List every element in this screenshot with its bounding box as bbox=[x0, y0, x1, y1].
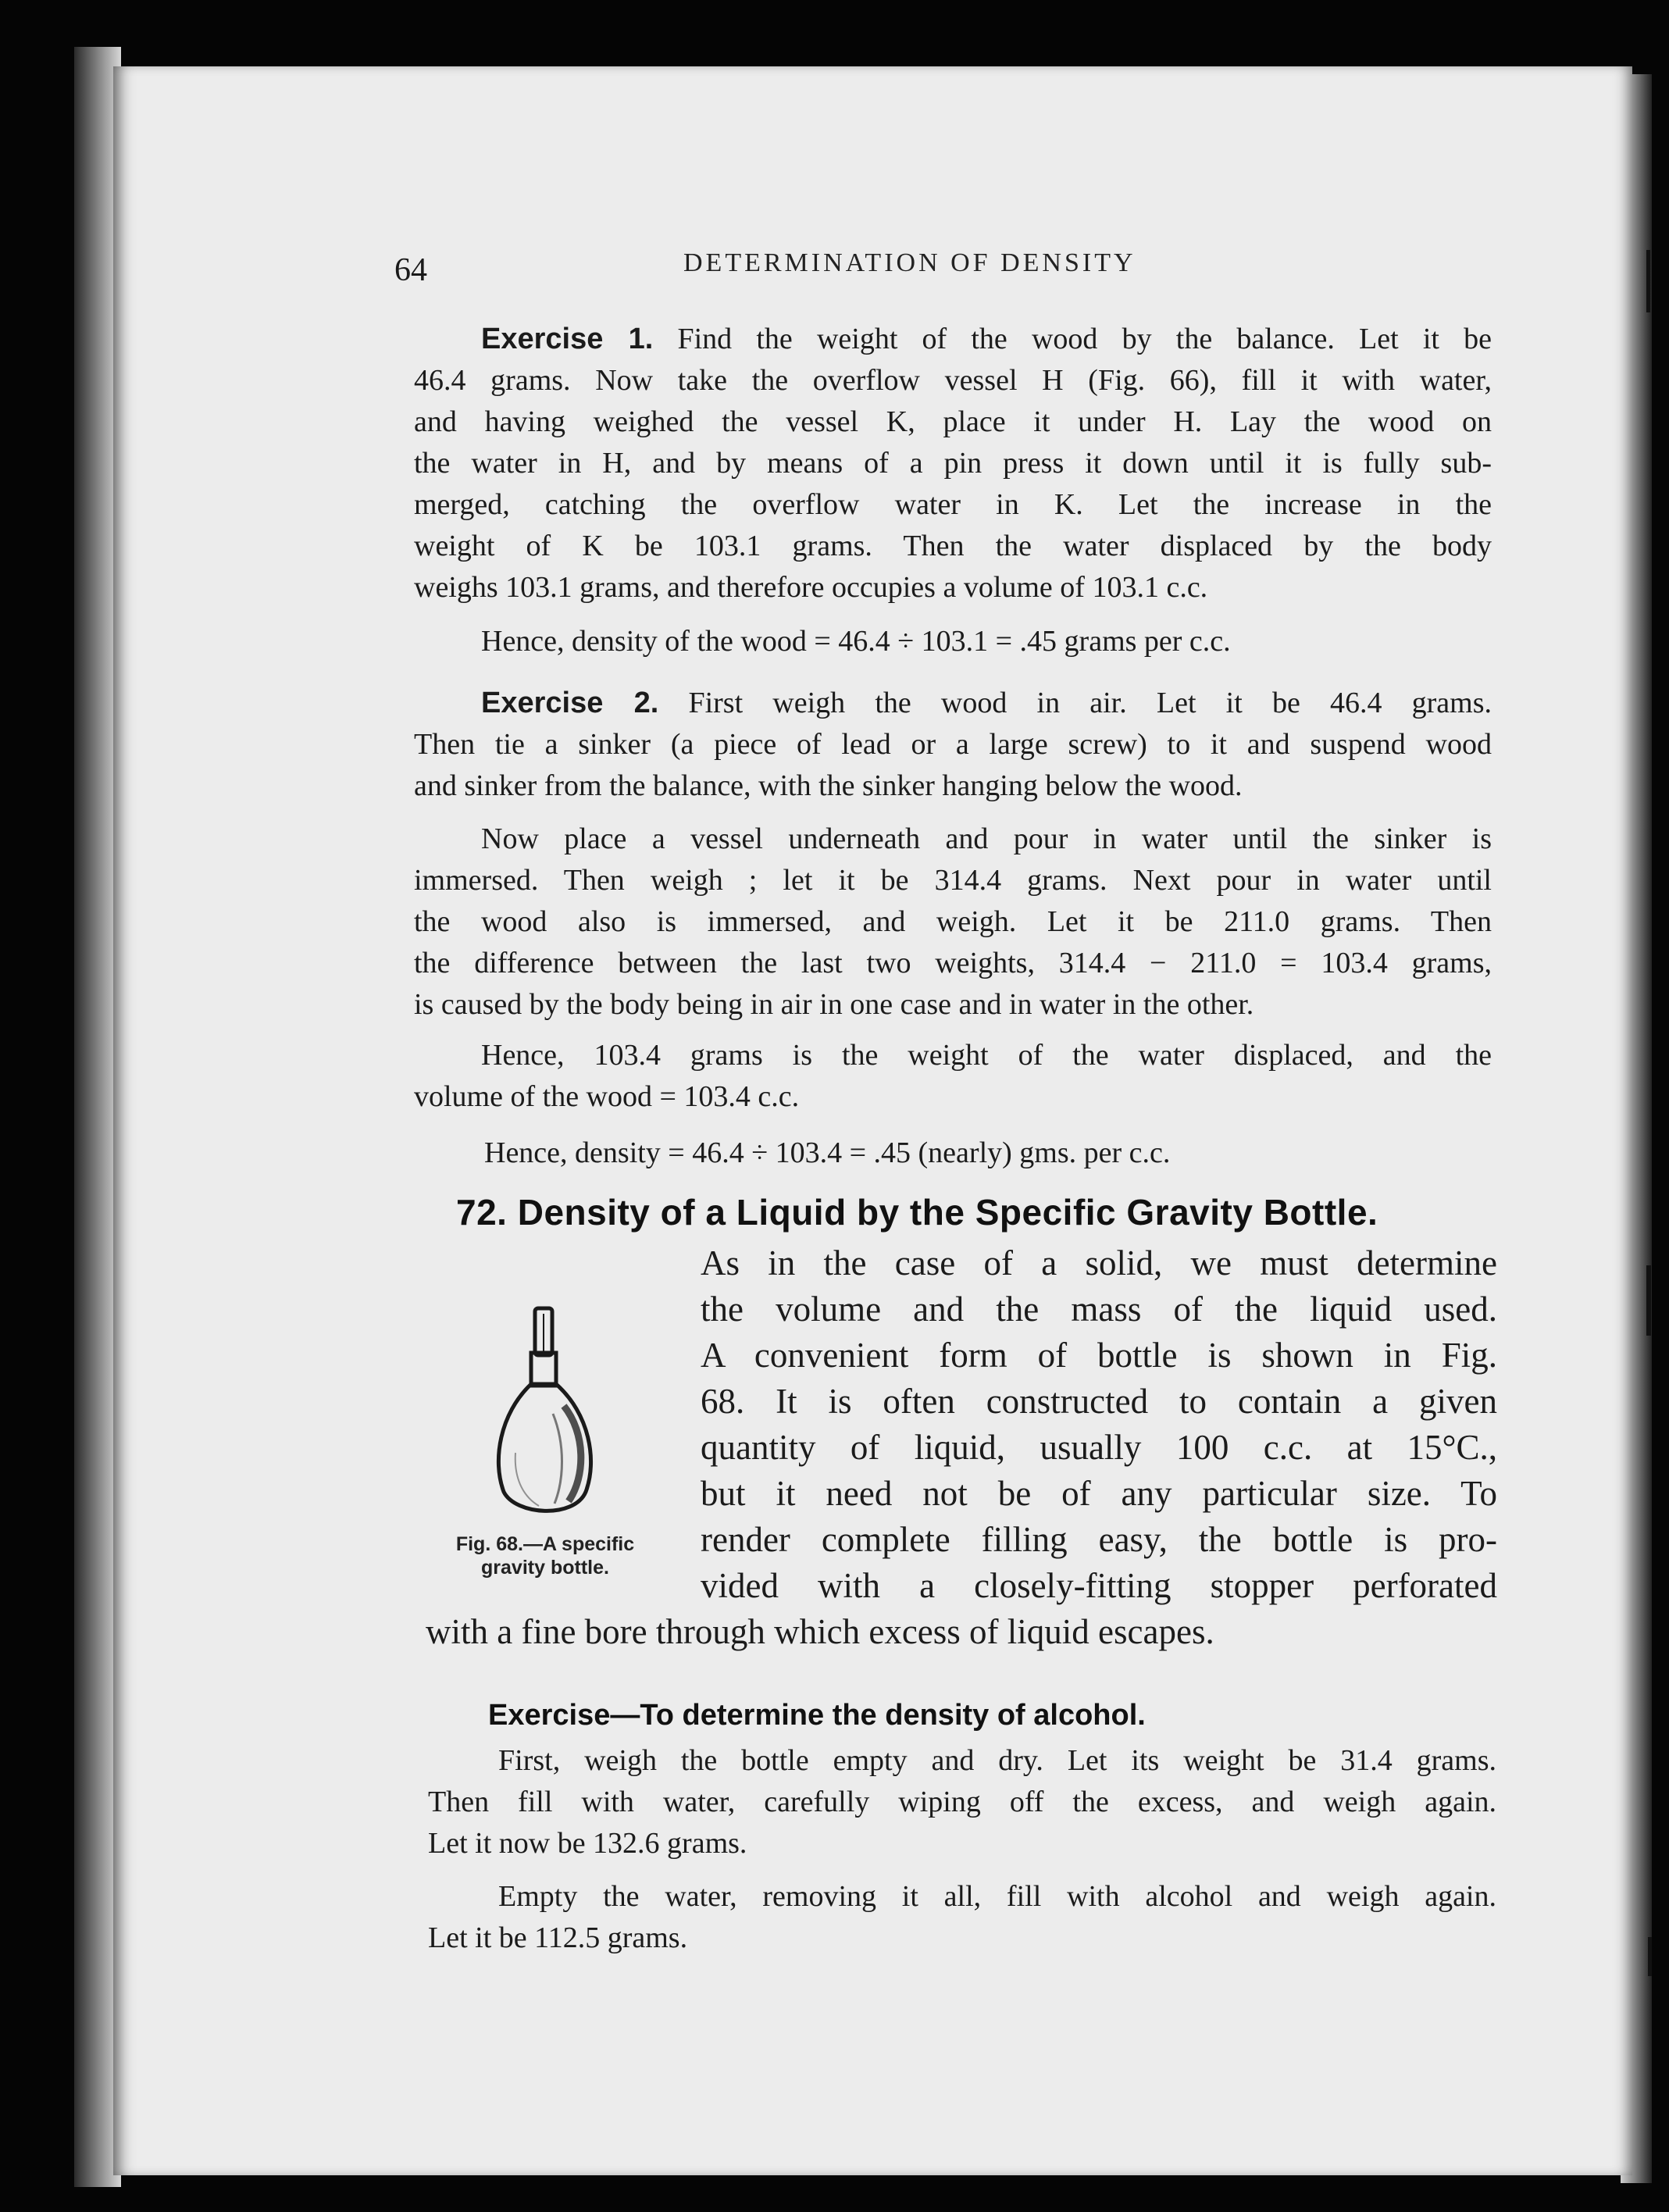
scan-edge-mark bbox=[1648, 1937, 1652, 1976]
text-line: merged, catching the overflow water in K. Let the increase in the bbox=[414, 488, 1492, 521]
section-72-last-line bbox=[426, 1609, 1497, 1655]
text-line: with a fine bore through which excess of liquid escapes. bbox=[426, 1612, 1214, 1651]
text-line: but it need not be of any particular size. To bbox=[701, 1474, 1497, 1513]
exercise-2-label: Exercise 2. bbox=[481, 687, 659, 719]
exercise-alcohol-paragraph-1 bbox=[428, 1740, 1496, 1864]
text-line bbox=[414, 319, 1492, 360]
figure-caption bbox=[428, 1532, 662, 1579]
text-line: volume of the wood = 103.4 c.c. bbox=[414, 1080, 800, 1113]
exercise-2-block bbox=[414, 683, 1492, 807]
exercise-alcohol-paragraph-2 bbox=[428, 1876, 1496, 1959]
exercise-1-label: Exercise 1. bbox=[481, 323, 654, 355]
caption-line: Fig. 68.—A specific bbox=[455, 1533, 635, 1555]
specific-gravity-bottle-icon bbox=[469, 1297, 625, 1531]
text-line: weighs 103.1 grams, and therefore occupies a volume of 103.1 c.c. bbox=[414, 571, 1208, 604]
text-line: Let it be 112.5 grams. bbox=[428, 1921, 688, 1954]
text-line: Now place a vessel underneath and pour in water until the sinker is bbox=[481, 822, 1492, 855]
exercise-alcohol-heading: Exercise—To determine the density of alcohol. bbox=[488, 1699, 1146, 1732]
text-line: render complete filling easy, the bottle is pro- bbox=[701, 1520, 1497, 1559]
exercise-2-paragraph-3 bbox=[414, 1035, 1492, 1118]
text-line: immersed. Then weigh ; let it be 314.4 grams. Next pour in water until bbox=[414, 864, 1492, 897]
text-line: A convenient form of bottle is shown in Fig. bbox=[701, 1336, 1497, 1375]
running-title: DETERMINATION OF DENSITY bbox=[683, 248, 1136, 277]
text-line: is caused by the body being in air in one case and in water in the other. bbox=[414, 988, 1254, 1021]
text-line: weight of K be 103.1 grams. Then the water displaced by the body bbox=[414, 530, 1492, 562]
text-line bbox=[414, 683, 1492, 724]
section-72-heading: 72. Density of a Liquid by the Specific Gravity Bottle. bbox=[456, 1192, 1378, 1233]
text-line: Then tie a sinker (a piece of lead or a large screw) to it and suspend wood bbox=[414, 728, 1492, 761]
text-run: First weigh the wood in air. Let it be 46.4 grams. bbox=[688, 687, 1492, 719]
text-line: Then fill with water, carefully wiping off the excess, and weigh again. bbox=[428, 1786, 1496, 1818]
text-line: the wood also is immersed, and weigh. Let it be 211.0 grams. Then bbox=[414, 905, 1492, 938]
text-line: Hence, density = 46.4 ÷ 103.4 = .45 (nearly) gms. per c.c. bbox=[484, 1136, 1171, 1169]
text-line: quantity of liquid, usually 100 c.c. at 15°C., bbox=[701, 1428, 1497, 1467]
text-line: the volume and the mass of the liquid used. bbox=[701, 1290, 1497, 1329]
exercise-2-result bbox=[484, 1133, 1500, 1174]
text-line: and having weighed the vessel K, place it under H. Lay the wood on bbox=[414, 405, 1492, 438]
section-72-body bbox=[701, 1240, 1497, 1609]
text-line: As in the case of a solid, we must determine bbox=[701, 1243, 1497, 1283]
text-line: Hence, 103.4 grams is the weight of the water displaced, and the bbox=[481, 1039, 1492, 1072]
exercise-1-result bbox=[481, 621, 1496, 662]
scan-edge-mark bbox=[1646, 1265, 1651, 1336]
text-line: 46.4 grams. Now take the overflow vessel H (Fig. 66), fill it with water, bbox=[414, 364, 1492, 397]
text-line: Let it now be 132.6 grams. bbox=[428, 1827, 747, 1860]
text-line: First, weigh the bottle empty and dry. Let its weight be 31.4 grams. bbox=[498, 1744, 1496, 1777]
page-number: 64 bbox=[394, 252, 427, 288]
text-line: Hence, density of the wood = 46.4 ÷ 103.1 = .45 grams per c.c. bbox=[481, 625, 1231, 658]
text-line: and sinker from the balance, with the sinker hanging below the wood. bbox=[414, 769, 1243, 802]
text-line: the difference between the last two weights, 314.4 − 211.0 = 103.4 grams, bbox=[414, 947, 1492, 979]
specific-gravity-bottle-figure bbox=[469, 1297, 625, 1531]
exercise-2-paragraph-2 bbox=[414, 819, 1492, 1026]
text-line: the water in H, and by means of a pin press it down until it is fully sub- bbox=[414, 447, 1492, 480]
text-line: vided with a closely-fitting stopper perforated bbox=[701, 1566, 1497, 1605]
exercise-1-block bbox=[414, 319, 1492, 608]
caption-line: gravity bottle. bbox=[481, 1557, 609, 1579]
scan-edge-mark bbox=[1646, 250, 1650, 312]
text-run: Find the weight of the wood by the balance. Let it be bbox=[677, 323, 1492, 355]
text-line: 68. It is often constructed to contain a given bbox=[701, 1382, 1497, 1421]
text-line: Empty the water, removing it all, fill with alcohol and weigh again. bbox=[498, 1880, 1496, 1913]
